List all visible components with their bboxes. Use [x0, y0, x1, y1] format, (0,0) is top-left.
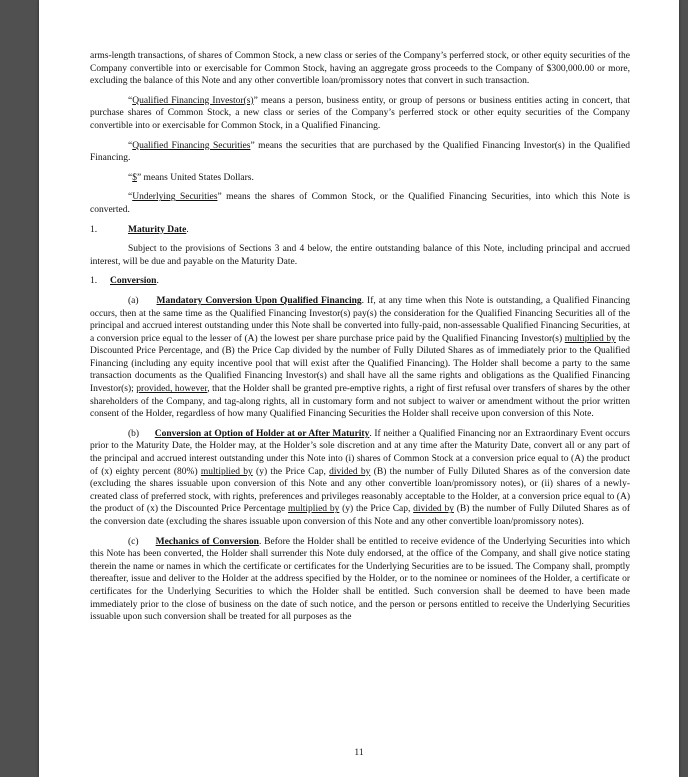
subsection-title: Mechanics of Conversion — [155, 536, 259, 547]
subsection-text: (B) the number of Fully Diluted Shares as of the conversion date (excluding the shares issuable upon conversion of this Note and any other convertible loan/promissory notes), or (ii) shares of a newly-created class of preferred stock, with rights, preferences and privileges reasonably acceptable to the Holder, at a conversion price equal to (A) the product of (x) the Discounted Price Percentage — [90, 466, 630, 515]
underlined-term: multiplied by — [564, 333, 616, 344]
section-number: 1. — [90, 276, 98, 287]
underlined-term: divided by — [329, 466, 371, 477]
subsection-label: (c) — [128, 536, 139, 547]
open-quote: “ — [128, 192, 133, 203]
subsection-a-mandatory-conversion — [90, 295, 630, 421]
subsection-label: (a) — [128, 295, 139, 306]
underlined-term: provided, however — [136, 384, 208, 395]
underlined-term: multiplied by — [200, 466, 253, 477]
definition-dollars — [90, 172, 630, 185]
heading-period: . — [156, 276, 159, 287]
defined-term: Qualified Financing Securities — [132, 140, 251, 151]
defined-term: Underlying Securities — [132, 192, 218, 203]
defined-term: $ — [132, 172, 137, 183]
underlined-term: multiplied by — [288, 504, 340, 515]
definition-text: ” means United States Dollars. — [136, 172, 254, 183]
subsection-title: Mandatory Conversion Upon Qualified Financing — [156, 295, 362, 306]
open-quote: “ — [128, 140, 133, 151]
subsection-text: (y) the Price Cap, — [339, 504, 414, 515]
document-page — [39, 0, 679, 777]
definition-underlying-securities — [90, 191, 630, 216]
subsection-text: , that the Holder shall be granted pre-emptive rights, a right of first refusal over transfers of shares by the other shareholders of the Company, and tag-along rights, all in customary form and not subject to waiver or amendment without the prior written consent of the Holder, regardless of how many Qualified Financing Securities the Holder shall receive upon conversion of this Note. — [90, 384, 630, 420]
paragraph-qualified-financing-continued: arms-length transactions, of shares of Common Stock, a new class or series of the Company’s perferred stock, or other equity securities of the Company convertible into or exercisable for Common Stock, having an aggregate gross proceeds to the Company of $300,000.00 or more, excluding the balance of this Note and any other convertible loan/promissory notes that convert in such transaction. — [90, 51, 630, 87]
subsection-text: . If, at any time when this Note is outstanding, a Qualified Financing occurs, then at the same time as the Qualified Financing Investor(s) pay(s) the consideration for the Qualified Financing Securities all of the principal and accrued interest outstanding under this Note shall be converted into fully-paid, non-assessable Qualified Financing Securities, at a conversion price equal to the lesser of (A) the lowest per share purchase price paid by the Qualified Financing Investor(s) — [90, 295, 631, 344]
subsection-title: Conversion at Option of Holder at or After Maturity — [154, 428, 370, 439]
definition-text: ” means the securities that are purchased by the Qualified Financing Investor(s) in the Qualified Financing. — [90, 140, 630, 164]
heading-period: . — [186, 224, 189, 235]
subsection-c-mechanics-of-conversion — [90, 536, 630, 624]
page-content — [90, 50, 630, 631]
definition-text: ” means a person, business entity, or group of persons or business entities acting in concert, that purchase shares of Common Stock, a new class or series of the Company’s perferred stock or other equity securities of the Company convertible into or exercisable for Common Stock, in a Qualified Financing. — [90, 95, 631, 131]
underlined-term: divided by — [413, 504, 454, 515]
definition-qualified-financing-investors — [90, 95, 630, 133]
subsection-text: (B) the number of Fully Diluted Shares as of the conversion date (excluding the shares issuable upon conversion of this Note and any other convertible loan/promissory notes). — [90, 504, 630, 527]
subsection-text: the Discounted Price Percentage, and (B) the Price Cap divided by the number of Fully Diluted Shares as of immediately prior to the Qualified Financing (including any equity incentive pool that will exist after the Qualified Financing). The Holder shall become a party to the same transaction documents as the Qualified Financing Investor(s) and shall have all the same rights and obligations as the Qualified Financing Investor(s); — [90, 333, 630, 395]
section-title: Conversion — [110, 276, 157, 287]
subsection-b-conversion-at-option — [90, 428, 630, 529]
subsection-text: (y) the Price Cap, — [252, 466, 330, 477]
subsection-text: . Before the Holder shall be entitled to receive evidence of the Underlying Securities into which this Note has been converted, the Holder shall surrender this Note duly endorsed, at the office of the Company, and shall give notice stating therein the name or names in which the certificate or certificates for the Underlying Securities are to be issued. The Company shall, promptly thereafter, issue and deliver to the Holder at the address specified by the Holder, or to the nominee or nominees of the Holder, a certificate or certificates for the Underlying Securities to which the Holder shall be entitled. Such conversion shall be deemed to have been made immediately prior to the close of business on the date of such notice, and the person or persons entitled to receive the Underlying Securities issuable upon such conversion shall be treated for all purposes as the — [90, 536, 631, 623]
definition-qualified-financing-securities — [90, 140, 630, 165]
section-title: Maturity Date — [128, 224, 187, 235]
section-heading-conversion — [90, 275, 630, 288]
open-quote: “ — [128, 95, 133, 106]
paragraph-maturity-date: Subject to the provisions of Sections 3 and 4 below, the entire outstanding balance of this Note, including principal and accrued interest, will be due and payable on the Maturity Date. — [90, 244, 630, 267]
section-number: 1. — [90, 224, 98, 235]
subsection-label: (b) — [128, 428, 140, 439]
page-number: 11 — [354, 748, 364, 758]
section-heading-maturity-date — [90, 224, 630, 237]
subsection-text: . If neither a Qualified Financing nor an Extraordinary Event occurs prior to the Maturity Date, the Holder may, at the Holder’s sole discretion and at any time after the Maturity Date, convert all or any part of the principal and accrued interest outstanding under this Note into (i) shares of Common Stock at a conversion price equal to (A) the product of (x) eighty percent (80%) — [90, 428, 630, 477]
open-quote: “ — [128, 172, 133, 183]
definition-text: ” means the shares of Common Stock, or the Qualified Financing Securities, into which this Note is converted. — [90, 192, 630, 215]
defined-term: Qualified Financing Investor(s) — [132, 95, 254, 106]
